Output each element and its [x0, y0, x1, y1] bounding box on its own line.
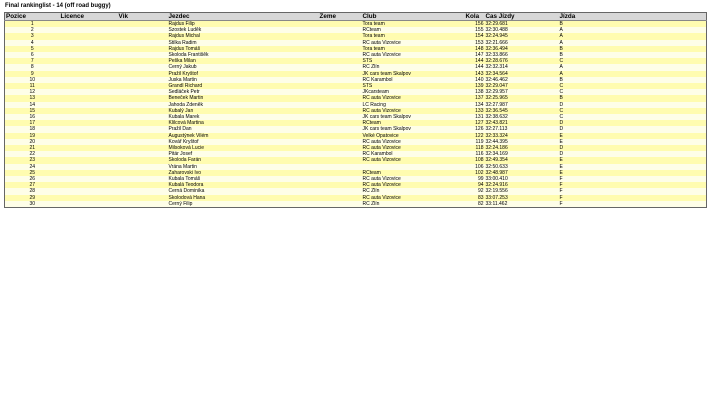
- cell-pozice: 13: [5, 95, 60, 101]
- cell-jezdec: Pitár Josef: [168, 151, 319, 157]
- cell-jezdec: Augustýnek Vilém: [168, 133, 319, 139]
- cell-kola: 119: [465, 139, 485, 145]
- cell-cas: 32:27.987: [485, 102, 559, 108]
- cell-cas: 32:24.186: [485, 145, 559, 151]
- results-table: [4, 12, 707, 208]
- cell-jizda: D: [559, 151, 707, 157]
- cell-club: JK cars team Skalpov: [362, 71, 465, 77]
- cell-cas: 32:21.666: [485, 40, 559, 46]
- cell-cas: 32:30.488: [485, 27, 559, 33]
- cell-jizda: B: [559, 77, 707, 83]
- cell-pozice: 25: [5, 170, 60, 176]
- cell-pozice: 1: [5, 21, 60, 28]
- cell-kola: 94: [465, 182, 485, 188]
- cell-cas: 32:27.113: [485, 126, 559, 132]
- cell-club: RC auta Vizovice: [362, 40, 465, 46]
- col-header-pozice[interactable]: Pozice: [5, 13, 60, 21]
- cell-jizda: D: [559, 102, 707, 108]
- cell-kola: 156: [465, 21, 485, 28]
- cell-vik: [118, 21, 168, 28]
- cell-cas: 32:25.965: [485, 95, 559, 101]
- col-header-kola[interactable]: Kola: [465, 13, 485, 21]
- cell-club: RC auta Vizovice: [362, 139, 465, 145]
- cell-club: RC Karambol: [362, 77, 465, 83]
- cell-club: JKcarsteam: [362, 89, 465, 95]
- cell-cas: 32:36.545: [485, 108, 559, 114]
- cell-jezdec: Skoloda Farán: [168, 157, 319, 163]
- cell-kola: 82: [465, 201, 485, 208]
- cell-kola: 126: [465, 126, 485, 132]
- cell-club: STS: [362, 83, 465, 89]
- cell-kola: 147: [465, 52, 485, 58]
- cell-jezdec: Sedláček Petr: [168, 89, 319, 95]
- cell-jezdec: Pražil Kryštof: [168, 71, 319, 77]
- cell-jizda: D: [559, 120, 707, 126]
- cell-kola: 154: [465, 33, 485, 39]
- cell-pozice: 8: [5, 64, 60, 70]
- cell-cas: 32:29.047: [485, 83, 559, 89]
- cell-cas: 32:44.395: [485, 139, 559, 145]
- cell-cas: 32:24.916: [485, 182, 559, 188]
- cell-pozice: 5: [5, 46, 60, 52]
- cell-vik: [118, 201, 168, 208]
- cell-club: RC auta Vizovice: [362, 108, 465, 114]
- cell-jezdec: Jahoda Zdeněk: [168, 102, 319, 108]
- cell-kola: 92: [465, 188, 485, 194]
- cell-jezdec: Szostek Luděk: [168, 27, 319, 33]
- cell-cas: 32:49.354: [485, 157, 559, 163]
- cell-club: RC Karambol: [362, 151, 465, 157]
- cell-licence: [60, 21, 118, 28]
- col-header-jizda[interactable]: Jízda: [559, 13, 707, 21]
- cell-pozice: 4: [5, 40, 60, 46]
- cell-club: JK cars team Skalpov: [362, 126, 465, 132]
- cell-pozice: 7: [5, 58, 60, 64]
- cell-jezdec: Černý Filip: [168, 201, 319, 208]
- cell-jezdec: Kubala Tomáš: [168, 176, 319, 182]
- cell-jezdec: Kubalý Jan: [168, 108, 319, 114]
- cell-kola: 143: [465, 71, 485, 77]
- cell-jizda: F: [559, 176, 707, 182]
- cell-jizda: D: [559, 126, 707, 132]
- cell-jizda: B: [559, 46, 707, 52]
- cell-pozice: 6: [5, 52, 60, 58]
- cell-pozice: 26: [5, 176, 60, 182]
- cell-pozice: 30: [5, 201, 60, 208]
- cell-cas: 32:33.866: [485, 52, 559, 58]
- cell-jizda: A: [559, 40, 707, 46]
- cell-club: RC Zlín: [362, 64, 465, 70]
- cell-kola: 106: [465, 164, 485, 170]
- cell-jizda: E: [559, 133, 707, 139]
- cell-jezdec: Rajdus Michal: [168, 33, 319, 39]
- cell-jezdec: Klilcová Martina: [168, 120, 319, 126]
- cell-pozice: 27: [5, 182, 60, 188]
- cell-jizda: C: [559, 108, 707, 114]
- cell-cas: 32:34.564: [485, 71, 559, 77]
- cell-jezdec: Černá Dominika: [168, 188, 319, 194]
- cell-jezdec: Peška Milan: [168, 58, 319, 64]
- cell-club: RC Zlín: [362, 188, 465, 194]
- cell-kola: 153: [465, 40, 485, 46]
- cell-cas: 32:38.632: [485, 114, 559, 120]
- cell-kola: 118: [465, 145, 485, 151]
- cell-club: Velké Opatovice: [362, 133, 465, 139]
- cell-pozice: 9: [5, 71, 60, 77]
- cell-cas: 32:24.945: [485, 33, 559, 39]
- cell-jizda: F: [559, 201, 707, 208]
- cell-kola: 144: [465, 64, 485, 70]
- cell-pozice: 28: [5, 188, 60, 194]
- cell-club: Tora team: [362, 21, 465, 28]
- cell-cas: 32:19.556: [485, 188, 559, 194]
- cell-jizda: A: [559, 71, 707, 77]
- cell-kola: 139: [465, 83, 485, 89]
- cell-cas: 32:50.633: [485, 164, 559, 170]
- cell-jizda: B: [559, 21, 707, 28]
- cell-cas: 32:32.314: [485, 64, 559, 70]
- cell-cas: 32:28.676: [485, 58, 559, 64]
- cell-pozice: 12: [5, 89, 60, 95]
- cell-jizda: D: [559, 145, 707, 151]
- cell-club: RC auta Vizovice: [362, 52, 465, 58]
- cell-kola: 148: [465, 46, 485, 52]
- cell-club: RC auta Vizovice: [362, 176, 465, 182]
- col-header-vik[interactable]: Vìk: [118, 13, 168, 21]
- cell-kola: 131: [465, 114, 485, 120]
- cell-kola: 138: [465, 89, 485, 95]
- cell-jezdec: Kubala Marek: [168, 114, 319, 120]
- cell-jezdec: Kovář Kryštof: [168, 139, 319, 145]
- col-header-cas[interactable]: Cas Jízdy: [485, 13, 559, 21]
- cell-club: RCteam: [362, 170, 465, 176]
- cell-club: RC auta Vizovice: [362, 157, 465, 163]
- cell-pozice: 22: [5, 151, 60, 157]
- cell-jezdec: Černý Jakub: [168, 64, 319, 70]
- cell-cas: 32:29.681: [485, 21, 559, 28]
- cell-club: JK cars team Skalpov: [362, 114, 465, 120]
- cell-pozice: 2: [5, 27, 60, 33]
- cell-pozice: 17: [5, 120, 60, 126]
- cell-kola: 99: [465, 176, 485, 182]
- cell-cas: 32:36.494: [485, 46, 559, 52]
- cell-kola: 137: [465, 95, 485, 101]
- cell-pozice: 20: [5, 139, 60, 145]
- cell-club: RC auta Vizovice: [362, 195, 465, 201]
- cell-cas: 32:46.462: [485, 77, 559, 83]
- cell-cas: 32:48.987: [485, 170, 559, 176]
- cell-jezdec: Beneček Martin: [168, 95, 319, 101]
- cell-kola: 102: [465, 170, 485, 176]
- cell-jizda: A: [559, 33, 707, 39]
- col-header-zeme[interactable]: Zeme: [319, 13, 362, 21]
- cell-club: RC auta Vizovice: [362, 145, 465, 151]
- cell-cas: 33:07.253: [485, 195, 559, 201]
- cell-kola: 140: [465, 77, 485, 83]
- cell-licence: [60, 201, 118, 208]
- cell-zeme: [319, 201, 362, 208]
- table-row: [5, 201, 707, 208]
- cell-kola: 127: [465, 120, 485, 126]
- cell-zeme: [319, 21, 362, 28]
- col-header-jezdec[interactable]: Jezdec: [168, 13, 319, 21]
- cell-jizda: C: [559, 114, 707, 120]
- cell-kola: 83: [465, 195, 485, 201]
- cell-cas: 32:29.957: [485, 89, 559, 95]
- table-row: [5, 21, 707, 28]
- cell-jizda: E: [559, 170, 707, 176]
- cell-pozice: 3: [5, 33, 60, 39]
- cell-club: RC auta Vizovice: [362, 95, 465, 101]
- cell-pozice: 23: [5, 157, 60, 163]
- cell-jizda: B: [559, 52, 707, 58]
- cell-jizda: C: [559, 58, 707, 64]
- cell-kola: 133: [465, 108, 485, 114]
- cell-pozice: 29: [5, 195, 60, 201]
- cell-pozice: 19: [5, 133, 60, 139]
- cell-pozice: 14: [5, 102, 60, 108]
- cell-jizda: F: [559, 195, 707, 201]
- cell-jezdec: Štilka Radim: [168, 40, 319, 46]
- cell-jizda: E: [559, 139, 707, 145]
- cell-jezdec: Milsoková Lucie: [168, 145, 319, 151]
- cell-pozice: 15: [5, 108, 60, 114]
- cell-cas: 33:11.462: [485, 201, 559, 208]
- cell-jezdec: Pražil Dan: [168, 126, 319, 132]
- cell-cas: 32:34.169: [485, 151, 559, 157]
- cell-club: STS: [362, 58, 465, 64]
- cell-kola: 122: [465, 133, 485, 139]
- cell-jizda: F: [559, 182, 707, 188]
- cell-club: Tora team: [362, 33, 465, 39]
- cell-cas: 32:43.821: [485, 120, 559, 126]
- cell-jezdec: Skolodová Hana: [168, 195, 319, 201]
- cell-club: RC auta Vizovice: [362, 182, 465, 188]
- cell-jizda: B: [559, 95, 707, 101]
- cell-pozice: 21: [5, 145, 60, 151]
- cell-pozice: 24: [5, 164, 60, 170]
- page-title: Final rankinglist - 14 (off road buggy): [5, 3, 111, 9]
- col-header-club[interactable]: Club: [362, 13, 465, 21]
- cell-jezdec: Juska Martin: [168, 77, 319, 83]
- cell-jezdec: Rajdus Tomáš: [168, 46, 319, 52]
- cell-club: RCteam: [362, 120, 465, 126]
- cell-kola: 116: [465, 151, 485, 157]
- cell-jizda: C: [559, 89, 707, 95]
- cell-pozice: 16: [5, 114, 60, 120]
- cell-jizda: C: [559, 83, 707, 89]
- cell-jizda: A: [559, 27, 707, 33]
- cell-pozice: 10: [5, 77, 60, 83]
- cell-club: RCteam: [362, 27, 465, 33]
- cell-cas: 32:33.324: [485, 133, 559, 139]
- cell-club: Tora team: [362, 46, 465, 52]
- cell-jizda: A: [559, 64, 707, 70]
- cell-jezdec: Grandl Richard: [168, 83, 319, 89]
- cell-jezdec: Kubalá Teodora: [168, 182, 319, 188]
- cell-kola: 108: [465, 157, 485, 163]
- cell-pozice: 11: [5, 83, 60, 89]
- header-row: [5, 13, 707, 21]
- cell-jizda: E: [559, 164, 707, 170]
- cell-club: LC Racing: [362, 102, 465, 108]
- cell-kola: 144: [465, 58, 485, 64]
- col-header-licence[interactable]: Licence: [60, 13, 118, 21]
- cell-kola: 155: [465, 27, 485, 33]
- cell-pozice: 18: [5, 126, 60, 132]
- cell-jezdec: Vrána Martin: [168, 164, 319, 170]
- cell-jezdec: Zaharovski Ivo: [168, 170, 319, 176]
- cell-club: RC Zlín: [362, 201, 465, 208]
- cell-cas: 33:00.410: [485, 176, 559, 182]
- cell-jezdec: Rajdus Filip: [168, 21, 319, 28]
- cell-jizda: F: [559, 188, 707, 194]
- cell-jizda: E: [559, 157, 707, 163]
- cell-kola: 134: [465, 102, 485, 108]
- cell-jezdec: Skoloda Františěk: [168, 52, 319, 58]
